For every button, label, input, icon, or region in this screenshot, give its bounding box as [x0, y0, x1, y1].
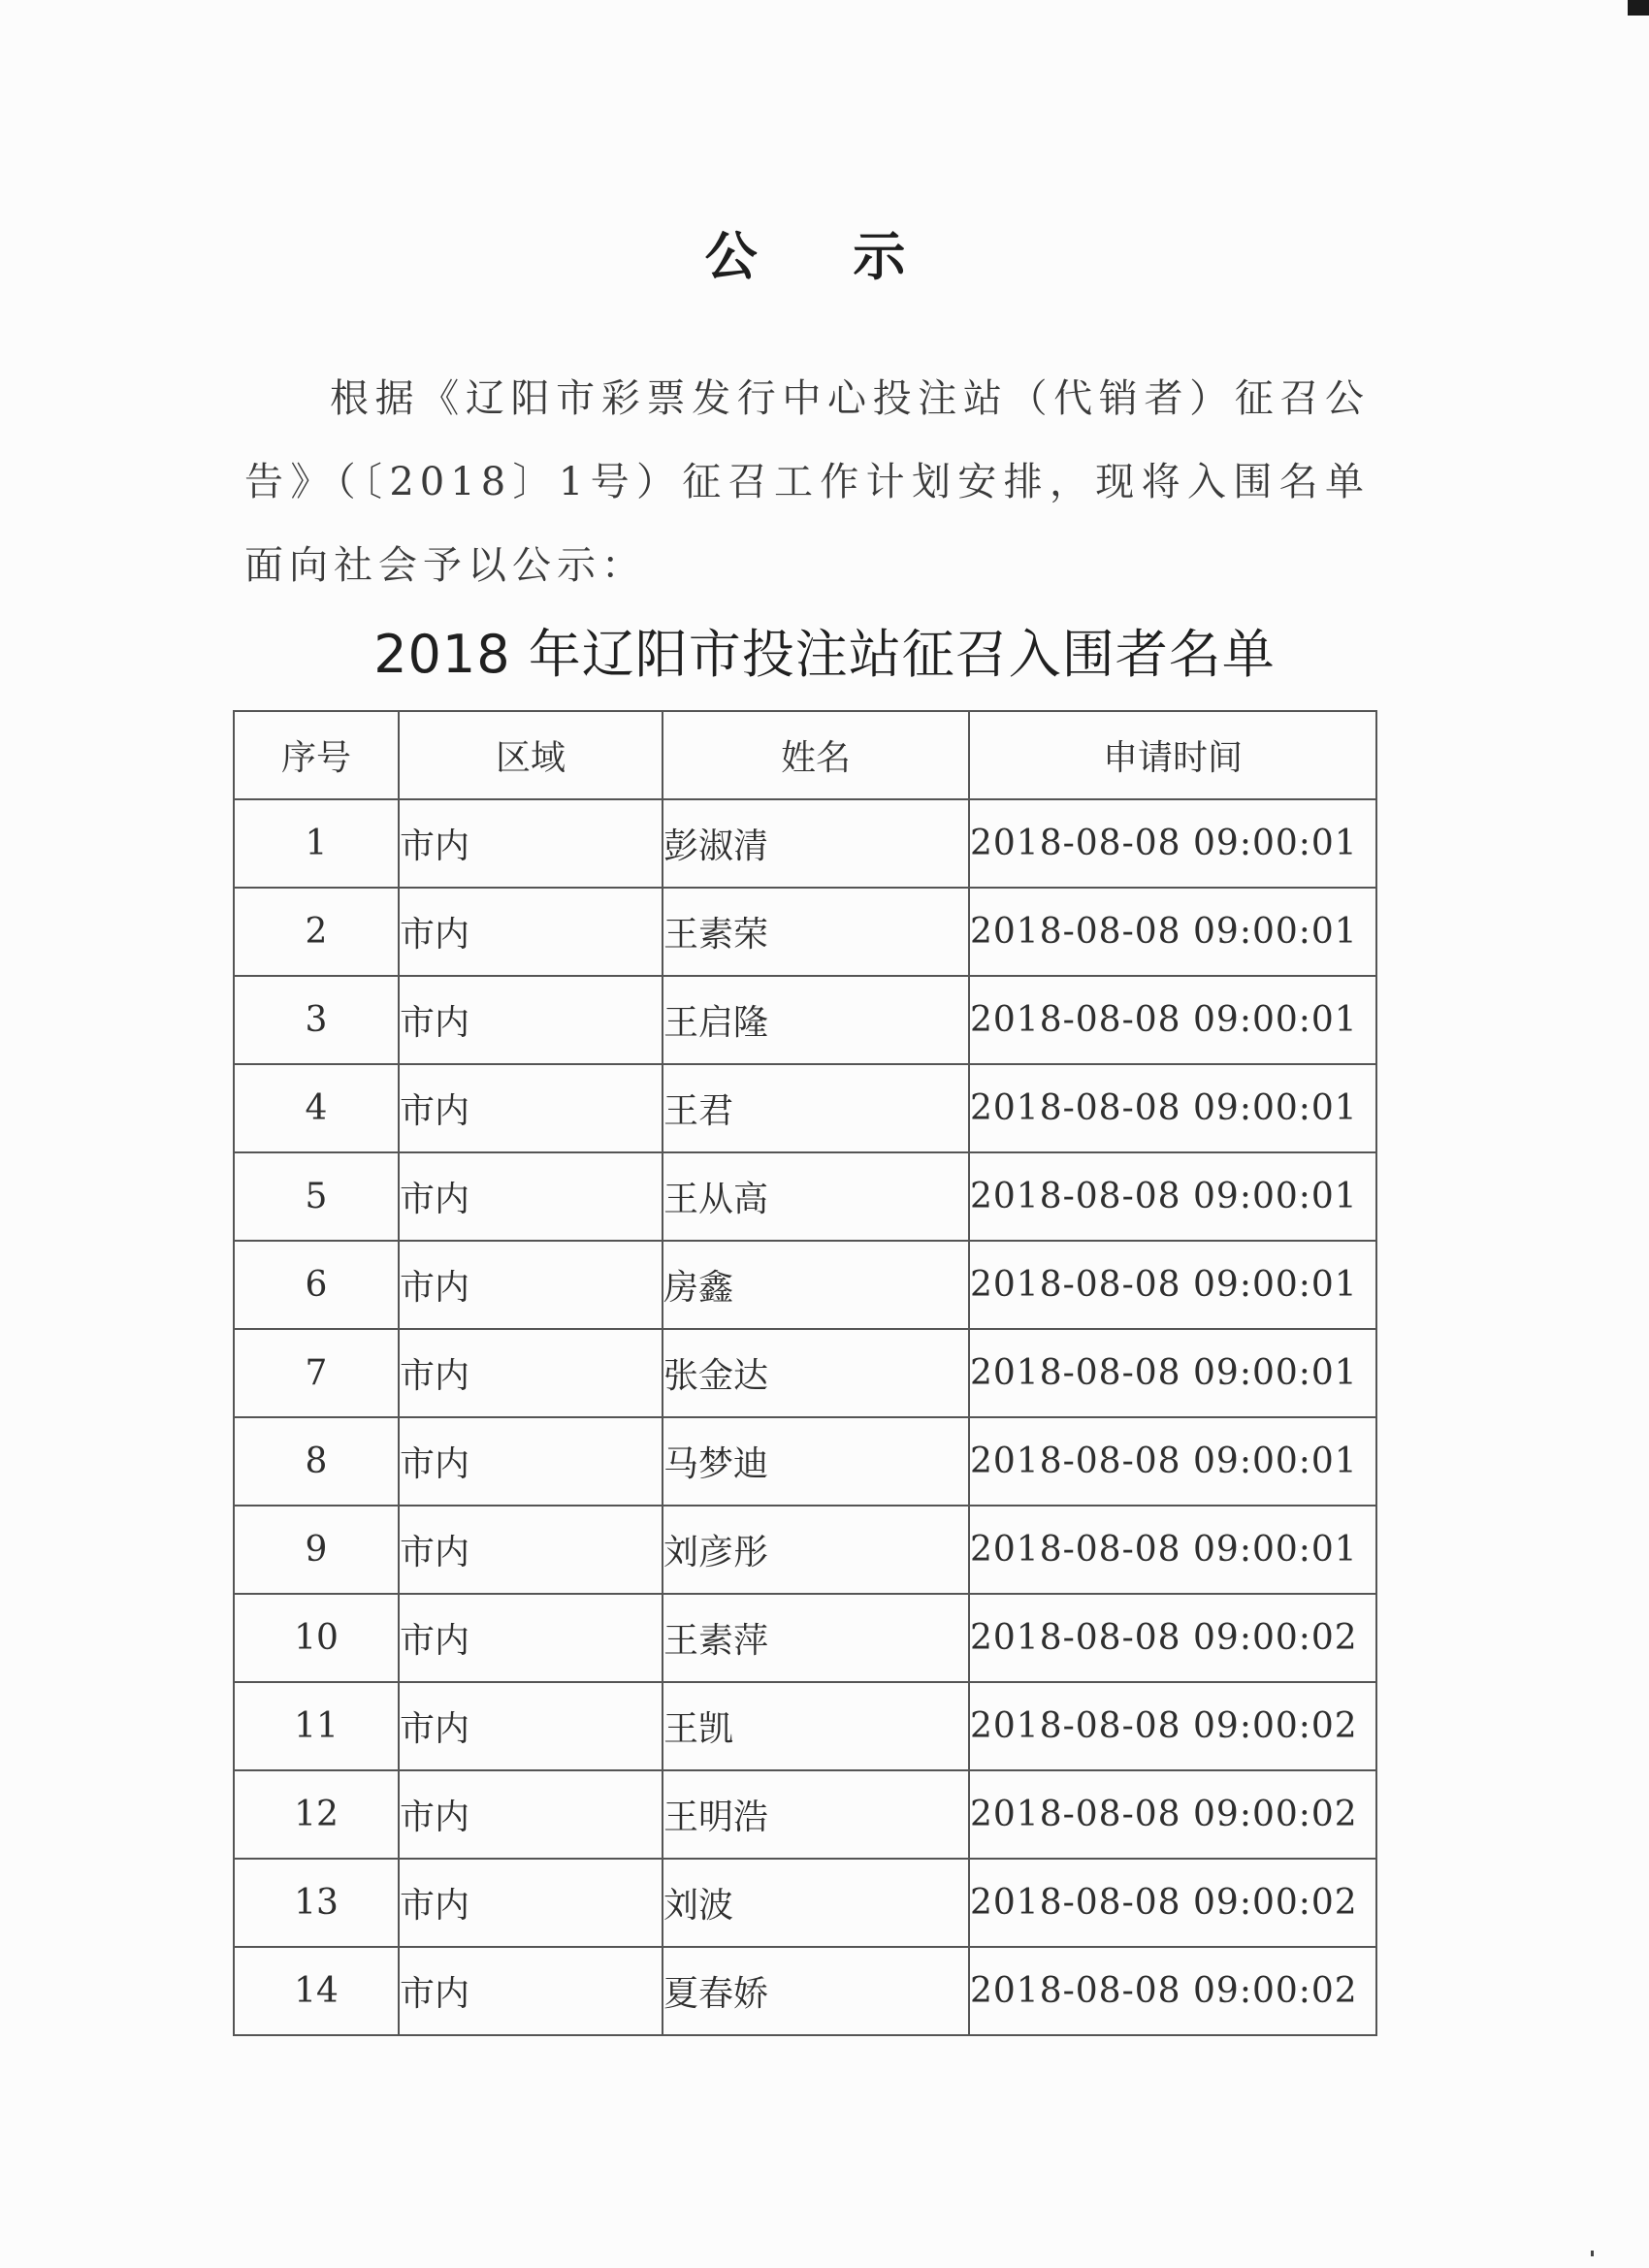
cell-area: 市内 [399, 1770, 663, 1859]
cell-time: 2018-08-08 09:00:01 [969, 1241, 1376, 1329]
cell-area: 市内 [399, 1152, 663, 1241]
table-row [234, 1506, 1376, 1594]
cell-time: 2018-08-08 09:00:01 [969, 1064, 1376, 1152]
cell-name: 张金达 [663, 1329, 969, 1417]
cell-time: 2018-08-08 09:00:02 [969, 1682, 1376, 1770]
header-time: 申请时间 [969, 711, 1376, 799]
table-row [234, 1064, 1376, 1152]
scan-corner-mark [1628, 0, 1649, 16]
cell-time: 2018-08-08 09:00:01 [969, 1506, 1376, 1594]
cell-name: 王素荣 [663, 888, 969, 976]
table-row [234, 1152, 1376, 1241]
cell-no: 4 [234, 1064, 399, 1152]
cell-no: 7 [234, 1329, 399, 1417]
cell-no: 8 [234, 1417, 399, 1506]
table-row [234, 1947, 1376, 2035]
cell-time: 2018-08-08 09:00:02 [969, 1947, 1376, 2035]
cell-time: 2018-08-08 09:00:01 [969, 1417, 1376, 1506]
cell-no: 10 [234, 1594, 399, 1682]
cell-name: 彭淑清 [663, 799, 969, 888]
cell-no: 14 [234, 1947, 399, 2035]
cell-name: 夏春娇 [663, 1947, 969, 2035]
cell-area: 市内 [399, 799, 663, 888]
cell-area: 市内 [399, 1506, 663, 1594]
table-row [234, 799, 1376, 888]
table-row [234, 1682, 1376, 1770]
table-row [234, 1417, 1376, 1506]
cell-area: 市内 [399, 1417, 663, 1506]
table-header-row [234, 711, 1376, 799]
cell-time: 2018-08-08 09:00:01 [969, 888, 1376, 976]
header-no: 序号 [234, 711, 399, 799]
cell-time: 2018-08-08 09:00:01 [969, 1329, 1376, 1417]
cell-name: 王君 [663, 1064, 969, 1152]
cell-area: 市内 [399, 1682, 663, 1770]
cell-no: 9 [234, 1506, 399, 1594]
table-title: 2018 年辽阳市投注站征召入围者名单 [373, 624, 1276, 685]
cell-name: 刘波 [663, 1859, 969, 1947]
cell-name: 王明浩 [663, 1770, 969, 1859]
cell-no: 13 [234, 1859, 399, 1947]
cell-no: 1 [234, 799, 399, 888]
cell-area: 市内 [399, 888, 663, 976]
cell-time: 2018-08-08 09:00:02 [969, 1859, 1376, 1947]
cell-name: 王凯 [663, 1682, 969, 1770]
cell-no: 12 [234, 1770, 399, 1859]
cell-time: 2018-08-08 09:00:01 [969, 799, 1376, 888]
table-row [234, 1241, 1376, 1329]
candidate-table [233, 710, 1377, 2036]
table-row [234, 888, 1376, 976]
cell-name: 房鑫 [663, 1241, 969, 1329]
cell-time: 2018-08-08 09:00:02 [969, 1770, 1376, 1859]
table-row [234, 976, 1376, 1064]
cell-name: 马梦迪 [663, 1417, 969, 1506]
document-title: 公 示 [704, 226, 945, 287]
cell-time: 2018-08-08 09:00:01 [969, 1152, 1376, 1241]
cell-area: 市内 [399, 1947, 663, 2035]
cell-area: 市内 [399, 1594, 663, 1682]
scan-speck [1591, 2251, 1594, 2256]
cell-name: 王启隆 [663, 976, 969, 1064]
cell-area: 市内 [399, 976, 663, 1064]
cell-no: 11 [234, 1682, 399, 1770]
cell-no: 3 [234, 976, 399, 1064]
cell-no: 5 [234, 1152, 399, 1241]
cell-area: 市内 [399, 1064, 663, 1152]
cell-time: 2018-08-08 09:00:02 [969, 1594, 1376, 1682]
cell-time: 2018-08-08 09:00:01 [969, 976, 1376, 1064]
cell-name: 王素萍 [663, 1594, 969, 1682]
cell-no: 2 [234, 888, 399, 976]
header-area: 区域 [399, 711, 663, 799]
table-row [234, 1594, 1376, 1682]
table-row [234, 1329, 1376, 1417]
table-row [234, 1770, 1376, 1859]
cell-area: 市内 [399, 1859, 663, 1947]
cell-area: 市内 [399, 1241, 663, 1329]
cell-no: 6 [234, 1241, 399, 1329]
cell-name: 王从高 [663, 1152, 969, 1241]
header-name: 姓名 [663, 711, 969, 799]
table-row [234, 1859, 1376, 1947]
cell-area: 市内 [399, 1329, 663, 1417]
cell-name: 刘彦彤 [663, 1506, 969, 1594]
intro-paragraph: 根据《辽阳市彩票发行中心投注站（代销者）征召公告》（〔2018〕1号）征召工作计划安排，现将入围名单面向社会予以公示： [244, 376, 1370, 588]
